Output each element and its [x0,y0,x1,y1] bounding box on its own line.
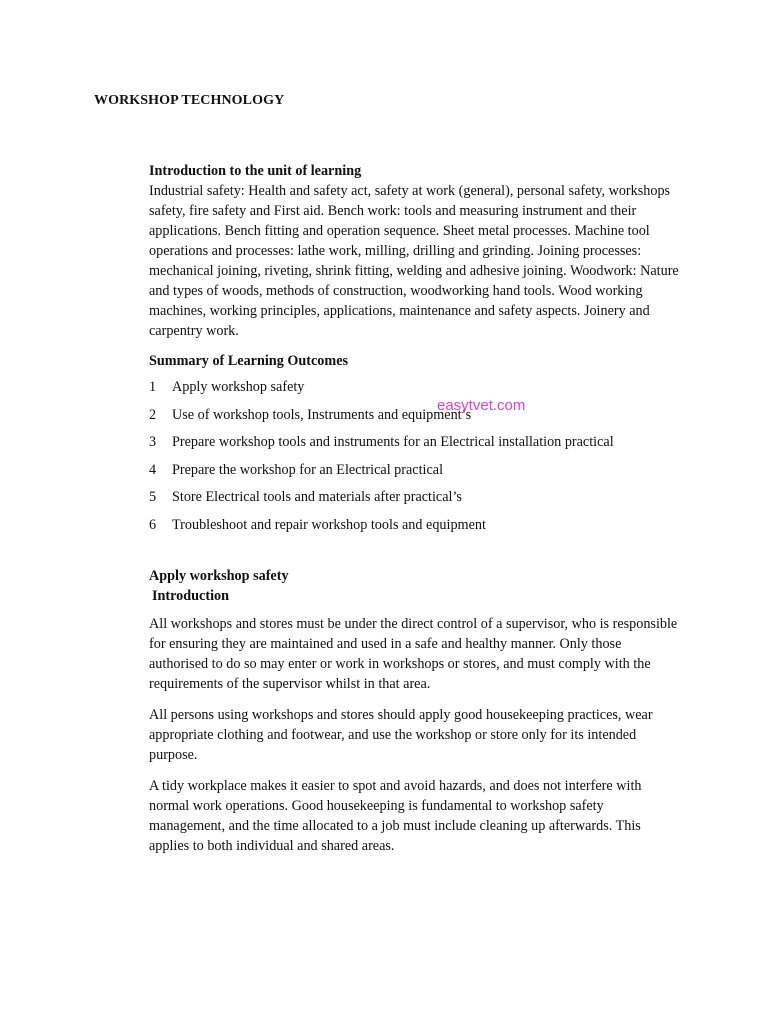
outcome-text: Use of workshop tools, Instruments and equipment’s [172,406,472,423]
learning-outcome-item [149,460,679,488]
intro-heading: Introduction to the unit of learning [149,163,362,179]
intro-paragraph: Industrial safety: Health and safety act, safety at work (general), personal safety, workshops safety, fire safety and First aid. Bench work: tools and measuring instrument and their applications. Bench fitting and operation sequence. Sheet metal processes. Machine tool operations and processes: lathe work, milling, drilling and grinding. Joining processes: mechanical joining, riveting, shrink fitting, welding and adhesive joining. Woodwork: Nature and types of woods, methods of construction, woodworking hand tools. Wood working machines, working principles, applications, maintenance and safety aspects. Joinery and carpentry work. [149,183,679,339]
outcome-number: 3 [149,434,157,450]
outcome-text: Prepare workshop tools and instruments for an Electrical installation practical [172,434,614,450]
learning-outcome-item [149,405,679,433]
section-paragraph: A tidy workplace makes it easier to spot and avoid hazards, and does not interfere with normal work operations. Good housekeeping is fundamental to workshop safety management, and the time allocated to a job must include cleaning up afterwards. This applies to both individual and shared areas. [149,778,642,854]
learning-outcome-item [149,487,679,515]
outcome-text: Troubleshoot and repair workshop tools and equipment [172,516,486,533]
outcome-text: Prepare the workshop for an Electrical practical [172,461,444,478]
document-title: WORKSHOP TECHNOLOGY [94,93,285,108]
section-heading: Apply workshop safety [149,568,289,584]
section-subheading: Introduction [152,588,229,604]
learning-outcome-item [149,432,679,460]
learning-outcome-item [149,377,679,405]
section-paragraph: All workshops and stores must be under the direct control of a supervisor, who is responsible for ensuring they are maintained and used in a safe and healthy manner. Only those authorised to do so may enter or work in workshops or stores, and must comply with the requirements of the supervisor whilst in that area. [149,616,678,692]
outcome-number: 2 [149,406,157,423]
watermark: easytvet.com [437,397,526,414]
outcome-number: 4 [149,461,157,478]
outcome-text: Store Electrical tools and materials after practical’s [172,489,462,505]
outcome-text: Apply workshop safety [172,379,305,395]
summary-heading: Summary of Learning Outcomes [149,353,349,369]
learning-outcomes-list [149,377,679,542]
outcome-number: 1 [149,379,157,395]
outcome-number: 6 [149,516,157,533]
outcome-number: 5 [149,489,157,505]
learning-outcome-item [149,515,679,543]
document-content [149,161,679,867]
section-paragraph: All persons using workshops and stores should apply good housekeeping practices, wear appropriate clothing and footwear, and use the workshop or store only for its intended purpose. [149,707,653,763]
